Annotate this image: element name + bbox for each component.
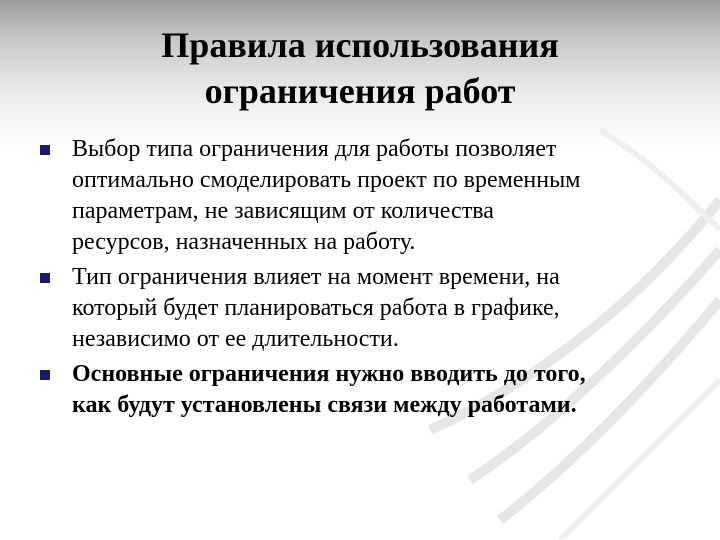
- bullet-2-line-1: Тип ограничения влияет на момент времени, на: [72, 264, 560, 290]
- square-bullet-icon: [40, 370, 50, 380]
- title-line-2: ограничения работ: [204, 71, 516, 111]
- bullet-1-line-1: Выбор типа ограничения для работы позволяет: [72, 136, 557, 162]
- bullet-2-line-3: независимо от ее длительности.: [72, 326, 399, 352]
- bullet-1-line-3: параметрам, не зависящим от количества: [72, 198, 494, 224]
- bullet-item-3: [38, 359, 698, 421]
- square-bullet-icon: [40, 273, 50, 283]
- bullet-item-2: [38, 262, 698, 355]
- bullet-3-line-2: как будут установлены связи между работами.: [72, 392, 577, 418]
- bullet-1-line-2: оптимально смоделировать проект по временным: [72, 167, 581, 193]
- title-line-1: Правила использования: [161, 25, 559, 65]
- bullet-1-line-4: ресурсов, назначенных на работу.: [72, 229, 416, 255]
- bullet-list: [38, 134, 698, 425]
- bullet-3-line-1: Основные ограничения нужно вводить до того,: [72, 361, 586, 387]
- bullet-item-1: [38, 134, 698, 258]
- square-bullet-icon: [40, 145, 50, 155]
- slide-title: [60, 22, 660, 114]
- bullet-2-line-2: который будет планироваться работа в графике,: [72, 295, 560, 321]
